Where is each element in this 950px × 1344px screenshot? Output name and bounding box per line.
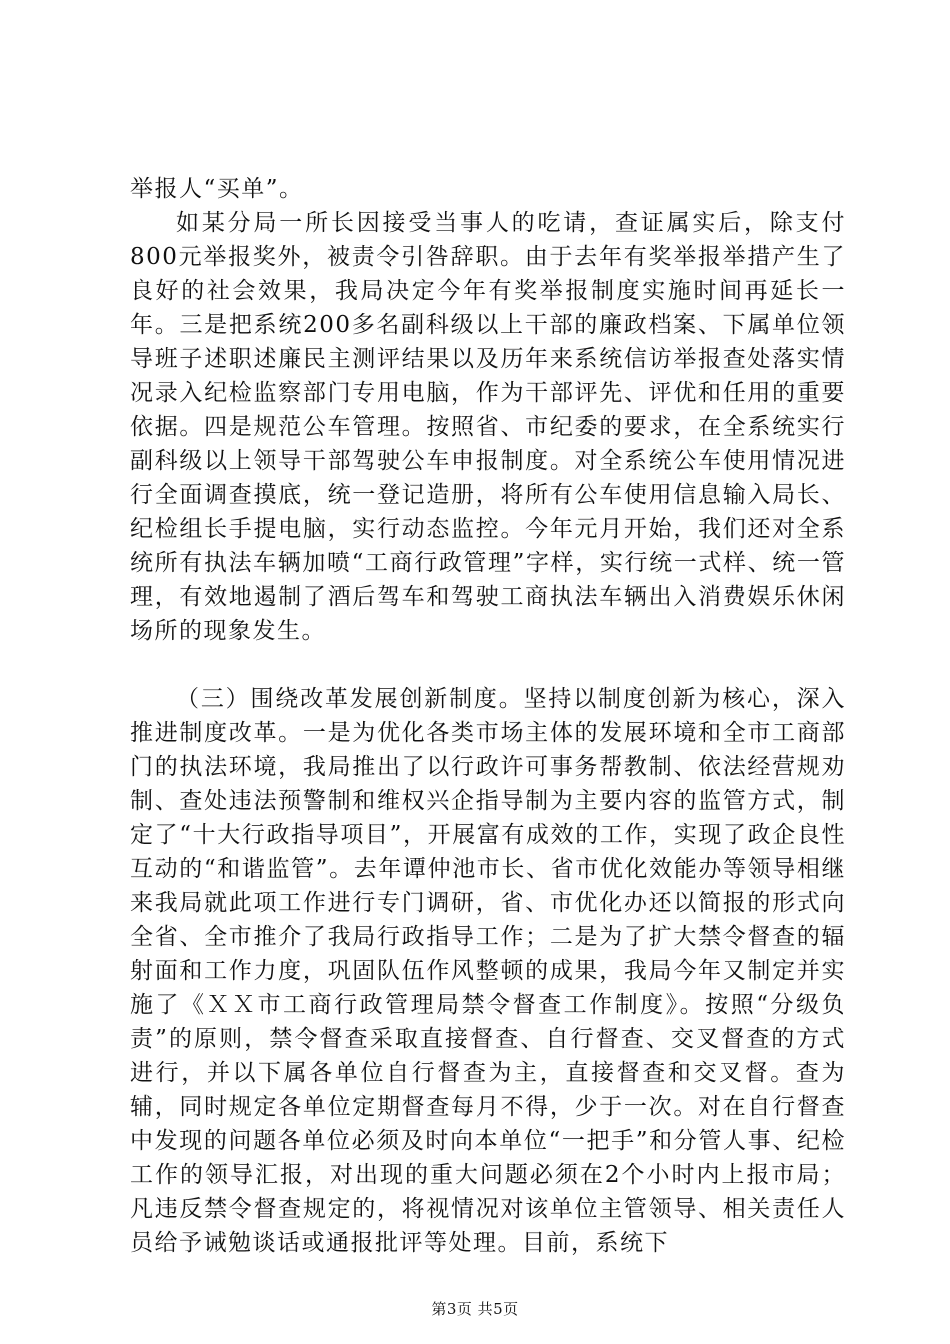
paragraph-section-three: （三）围绕改革发展创新制度。坚持以制度创新为核心，深入推进制度改革。一是为优化各类市场主体的发展环境和全市工商部门的执法环境，我局推出了以行政许可事务帮教制、依法经营规劝制、查处违法预警制和维权兴企指导制为主要内容的监管方式，制定了“十大行政指导项目”，开展富有成效的工作，实现了政企良性互动的“和谐监管”。去年谭仲池市长、省市优化效能办等领导相继来我局就此项工作进行专门调研，省、市优化办还以简报的形式向全省、全市推介了我局行政指导工作；二是为了扩大禁令督查的辐射面和工作力度，巩固队伍作风整顿的成果，我局今年又制定并实施了《ＸＸ市工商行政管理局禁令督查工作制度》。按照“分级负责”的原则，禁令督查采取直接督查、自行督查、交叉督查的方式进行，并以下属各单位自行督查为主，直接督查和交叉督。查为辅，同时规定各单位定期督查每月不得，少于一次。对在自行督查中发现的问题各单位必须及时向本单位“一把手”和分管人事、纪检工作的领导汇报，对出现的重大问题必须在2个小时内上报市局；凡违反禁令督查规定的，将视情况对该单位主管领导、相关责任人员给予诫勉谈话或通报批评等处理。目前，系统下 — [130, 686, 846, 1256]
paragraph-report-reward: 如某分局一所长因接受当事人的吃请，查证属实后，除支付800元举报奖外，被责令引咎辞职。由于去年有奖举报举措产生了良好的社会效果，我局决定今年有奖举报制度实施时间再延长一年。三是把系统200多名副科级以上干部的廉政档案、下属单位领导班子述职述廉民主测评结果以及历年来系统信访举报查处落实情况录入纪检监察部门专用电脑，作为干部评先、评优和任用的重要依据。四是规范公车管理。按照省、市纪委的要求，在全系统实行副科级以上领导干部驾驶公车申报制度。对全系统公车使用情况进行全面调查摸底，统一登记造册，将所有公车使用信息输入局长、纪检组长手提电脑，实行动态监控。今年元月开始，我们还对全系统所有执法车辆加喷“工商行政管理”字样，实行统一式样、统一管理，有效地遏制了酒后驾车和驾驶工商执法车辆出入消费娱乐休闲场所的现象发生。 — [130, 210, 846, 644]
document-body — [130, 172, 846, 1260]
paragraph-continuation: 举报人“买单”。 — [130, 176, 304, 202]
page-footer: 第3页 共5页 — [431, 1300, 519, 1318]
